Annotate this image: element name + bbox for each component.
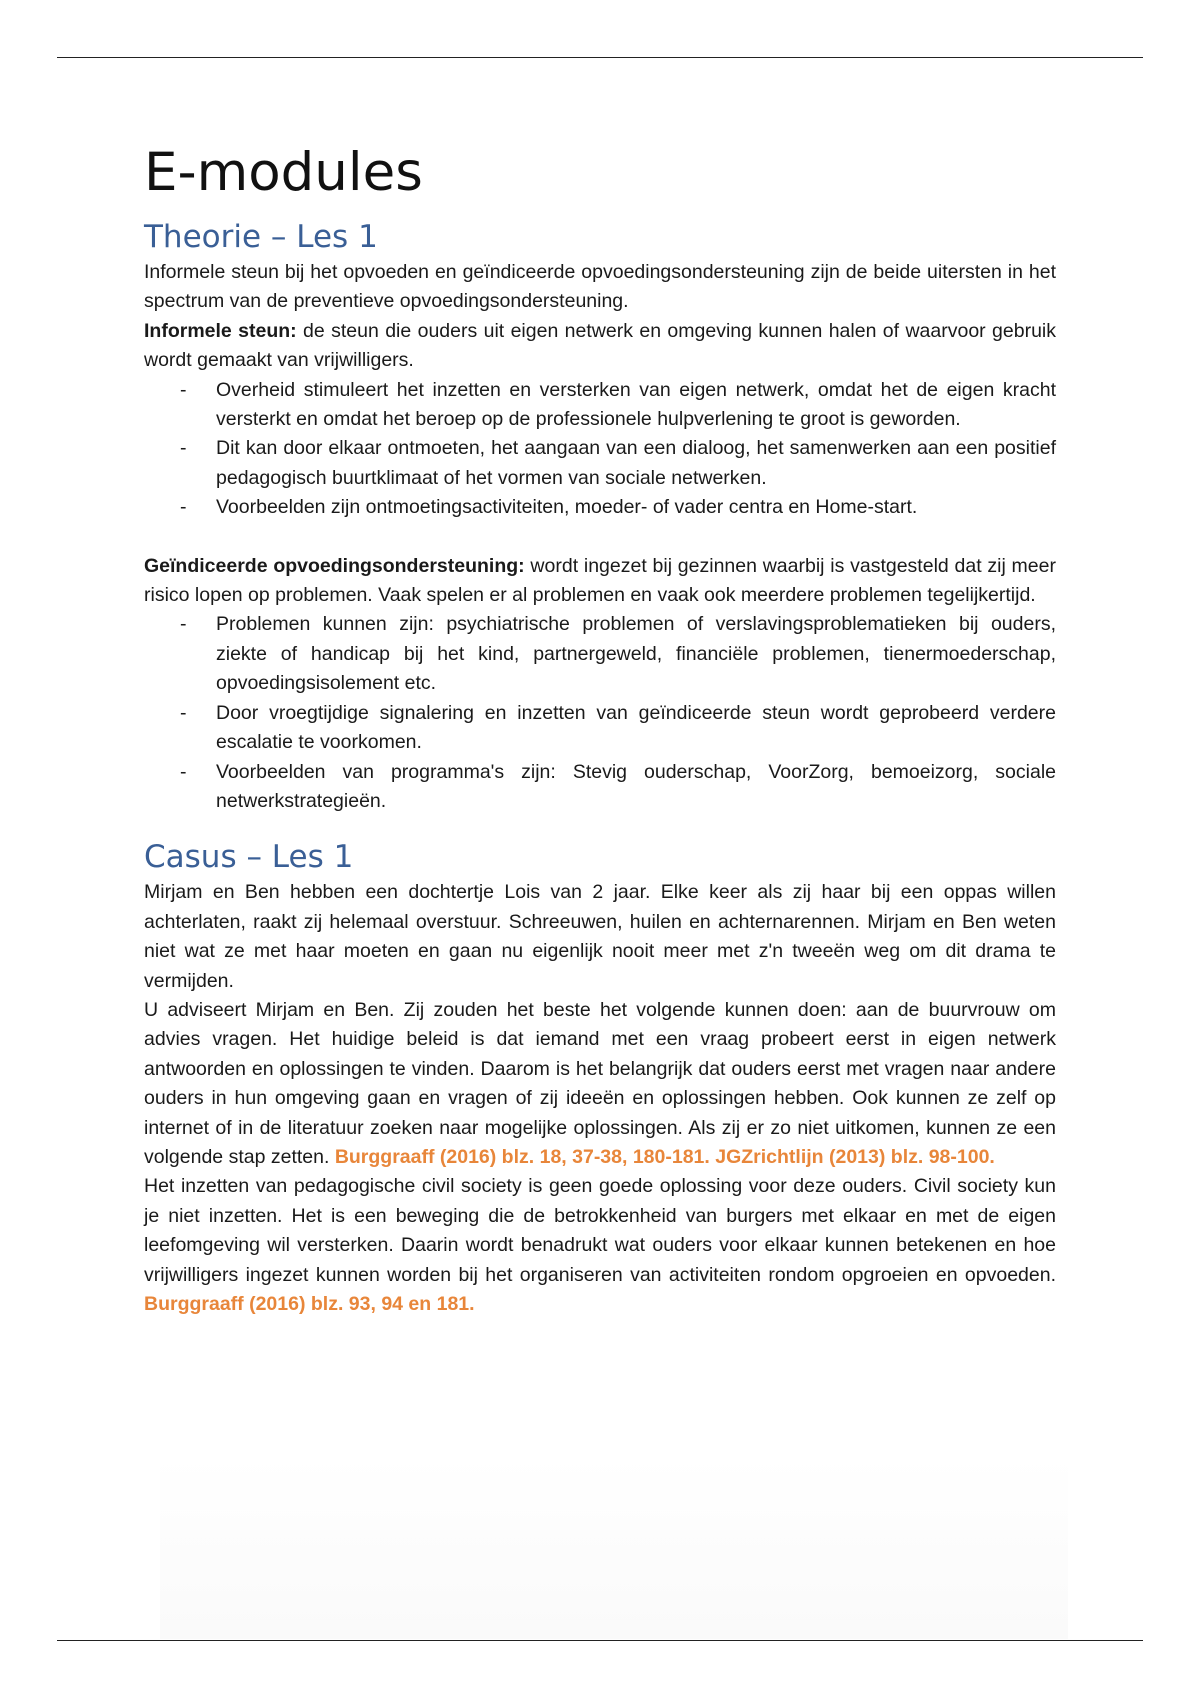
list-item-text: Problemen kunnen zijn: psychiatrische problemen of verslavingsproblematieken bij ouders, ziekte of handicap bij het kind, partnergeweld, financiële problemen, tienermoederschap, opvoedingsisolement etc. (216, 613, 1056, 695)
list-item-text: Door vroegtijdige signalering en inzetten van geïndiceerde steun wordt geprobeerd verdere escalatie te voorkomen. (216, 701, 1056, 754)
informal-support-paragraph (144, 317, 1056, 376)
list-item-text: Voorbeelden van programma's zijn: Stevig ouderschap, VoorZorg, bemoeizorg, sociale netwerkstrategieën. (216, 760, 1056, 812)
informal-support-list (144, 376, 1056, 523)
reference-citation-1: Burggraaff (2016) blz. 18, 37-38, 180-181. JGZrichtlijn (2013) blz. 98-100. (334, 1145, 995, 1168)
list-item (144, 434, 1056, 493)
dash-bullet: - (180, 701, 187, 724)
dash-bullet: - (180, 760, 187, 783)
casus-paragraph-2 (144, 996, 1056, 1172)
list-item-text: Overheid stimuleert het inzetten en versterken van eigen netwerk, omdat het de eigen kracht versterkt en omdat het beroep op de professionele hulpverlening te groot is geworden. (216, 378, 1056, 431)
indicated-support-definition: wordt ingezet bij gezinnen waarbij is vastgesteld dat zij meer risico lopen op problemen. Vaak spelen er al problemen en vaak ook meerdere problemen tegelijkertijd. (144, 554, 1056, 607)
document-body (144, 138, 1056, 1319)
section-heading-theory: Theorie – Les 1 (144, 219, 378, 255)
list-item (144, 699, 1056, 758)
dash-bullet: - (180, 437, 187, 460)
header-rule (57, 57, 1143, 58)
informal-support-definition: de steun die ouders uit eigen netwerk en omgeving kunnen halen of waarvoor gebruik wordt gemaakt van vrijwilligers. (144, 319, 1056, 372)
indicated-support-list (144, 610, 1056, 816)
dash-bullet: - (180, 378, 187, 401)
footer-rule (57, 1640, 1143, 1641)
casus-paragraph-3-text: Het inzetten van pedagogische civil society is geen goede oplossing voor deze ouders. Civil society kun je niet inzetten. Het is een beweging die de betrokkenheid van burgers met elkaar en met de eigen leefomgeving wil versterken. Daarin wordt benadrukt wat ouders voor elkaar kunnen betekenen en hoe vrijwilligers ingezet kunnen worden bij het organiseren van activiteiten rondom opgroeien en opvoeden. (144, 1175, 1056, 1286)
list-item-text: Dit kan door elkaar ontmoeten, het aangaan van een dialoog, het samenwerken aan een positief pedagogisch buurtklimaat of het vormen van sociale netwerken. (216, 437, 1056, 489)
list-item (144, 758, 1056, 817)
dash-bullet: - (180, 613, 187, 636)
indicated-support-paragraph (144, 552, 1056, 611)
reference-citation-2: Burggraaff (2016) blz. 93, 94 en 181. (144, 1293, 475, 1315)
theory-intro-paragraph: Informele steun bij het opvoeden en geïndiceerde opvoedingsondersteuning zijn de beide uitersten in het spectrum van de preventieve opvoedingsondersteuning. (144, 261, 1056, 313)
list-item (144, 376, 1056, 435)
casus-paragraph-3 (144, 1172, 1056, 1319)
list-item (144, 493, 1056, 522)
casus-paragraph-1: Mirjam en Ben hebben een dochtertje Lois van 2 jaar. Elke keer als zij haar bij een oppas willen achterlaten, raakt zij helemaal overstuur. Schreeuwen, huilen en achternarennen. Mirjam en Ben weten niet wat ze met haar moeten en gaan nu eigenlijk nooit meer met z'n tweeën weg om dit drama te vermijden. (144, 881, 1056, 992)
indicated-support-term: Geïndiceerde opvoedingsondersteuning: (144, 554, 525, 577)
document-title: E-modules (144, 142, 423, 203)
faded-page-area (160, 1455, 1068, 1639)
list-item (144, 610, 1056, 698)
casus-paragraph-2-text: U adviseert Mirjam en Ben. Zij zouden het beste het volgende kunnen doen: aan de buurvrouw om advies vragen. Het huidige beleid is dat iemand met een vraag probeert eerst in eigen netwerk antwoorden en oplossingen te vinden. Daarom is het belangrijk dat ouders eerst met vragen naar andere ouders in hun omgeving gaan en vragen of zij ideeën en oplossingen hebben. Ook kunnen ze zelf op internet of in de literatuur zoeken naar mogelijke oplossingen. Als zij er zo niet uitkomen, kunnen ze een volgende stap zetten. (144, 998, 1056, 1168)
list-item-text: Voorbeelden zijn ontmoetingsactiviteiten, moeder- of vader centra en Home-start. (216, 496, 918, 519)
dash-bullet: - (180, 496, 187, 519)
informal-support-term: Informele steun: (144, 319, 297, 342)
section-heading-casus: Casus – Les 1 (144, 839, 354, 876)
